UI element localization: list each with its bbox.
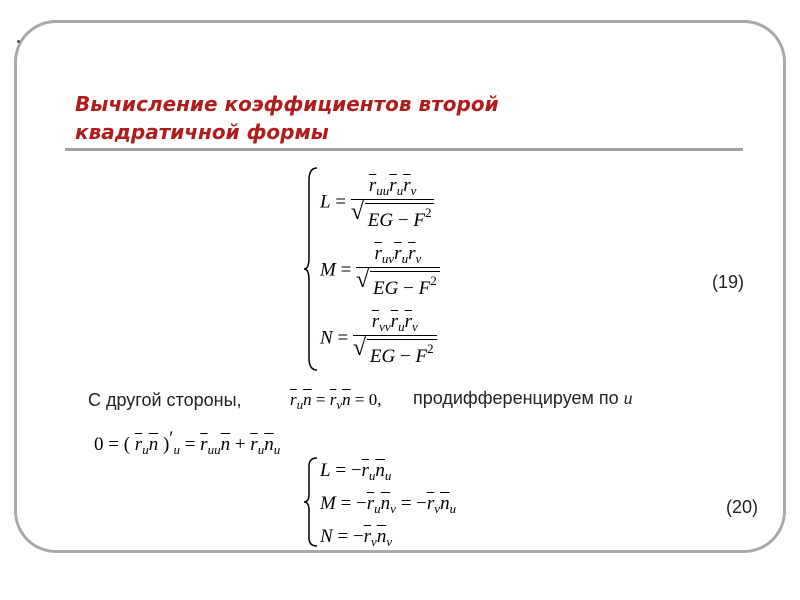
differentiation-equation: 0 = ( $\overline{r}_u\overline{n}$ )$'_u = \overline{r}_{uu}\overline{n} + \overline{r}_u\overline{n}_u$: [94, 428, 281, 457]
equation-L: L = $\overline{r}_{uu}\overline{r}_u\overline{r}_v$ √ EG − $F^2$: [320, 176, 434, 230]
equation-number-19: (19): [712, 272, 745, 292]
left-brace-19: [303, 166, 319, 372]
fraction-M: $\overline{r}_{uv}\overline{r}_u\overline{r}_v$ √ EG − $F^2$: [356, 244, 440, 298]
differentiate-text: продифференцируем по u: [413, 388, 633, 408]
fraction-L: $\overline{r}_{uu}\overline{r}_u\overline{r}_v$ √ EG − $F^2$: [351, 176, 435, 230]
equation-M: M = $\overline{r}_{uv}\overline{r}_u\overline{r}_v$ √ EG − $F^2$: [320, 244, 440, 298]
slide-dot: [17, 40, 20, 43]
lhs-N: N: [320, 327, 333, 349]
equation-number-20: (20): [726, 497, 759, 517]
title-line-2: квадратичной формы: [75, 120, 329, 144]
title-underline: [65, 148, 743, 151]
lhs-M: M: [320, 259, 336, 281]
sqrt-M: √ EG − $F^2$: [356, 271, 440, 298]
equation-N: N = $\overline{r}_{vv}\overline{r}_u\overline{r}_v$ √ EG − $F^2$: [320, 312, 437, 366]
other-side-text: С другой стороны,: [88, 390, 242, 410]
sqrt-N: √ EG − $F^2$: [353, 339, 437, 366]
variable-u: u: [623, 388, 633, 408]
orthogonality-relation: $\overline{r}_u\overline{n} = \overline{r}_v\overline{n} = 0$,: [290, 390, 382, 412]
sqrt-L: √ EG − $F^2$: [351, 203, 435, 230]
fraction-N: $\overline{r}_{vv}\overline{r}_u\overline{r}_v$ √ EG − $F^2$: [353, 312, 437, 366]
title-line-1: Вычисление коэффициентов второй: [75, 92, 499, 116]
equation-N-20: $N = -\overline{r}_v\overline{n}_v$: [320, 526, 393, 549]
lhs-L: L: [320, 191, 331, 213]
equation-M-20: $M = -\overline{r}_u\overline{n}_v = -\overline{r}_v\overline{n}_u$: [320, 493, 457, 516]
left-brace-20: [303, 456, 319, 548]
equation-L-20: $L = -\overline{r}_u\overline{n}_u$: [320, 460, 392, 483]
slide-title: [75, 90, 715, 146]
